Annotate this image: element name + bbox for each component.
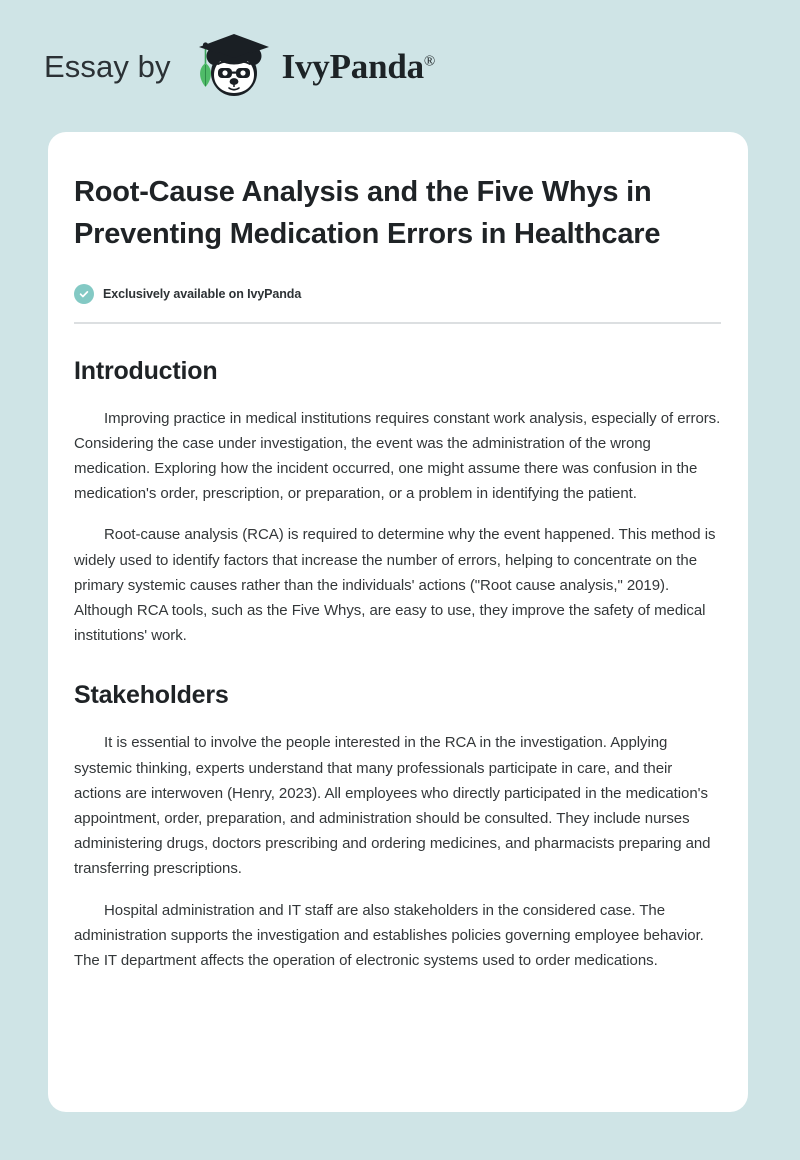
brand-name-text: IvyPanda	[281, 46, 424, 86]
header-divider	[74, 322, 721, 324]
paragraph: Hospital administration and IT staff are also stakeholders in the considered case. The administration supports the investigation and establishes policies governing employee behavior. The IT department affects the operation of electronic systems used to order medications.	[74, 901, 704, 969]
paragraph: It is essential to involve the people interested in the RCA in the investigation. Applying systemic thinking, experts understand that many professionals participate in care, and their actions are interwoven (Henry, 2023). All employees who directly participated in the medication's appointment, order, preparation, and administration should be consulted. They include nurses administering drugs, doctors prescribing and ordering medicines, and pharmacists preparing and transferring prescriptions.	[74, 734, 711, 878]
essay-card	[48, 132, 748, 1112]
registered-mark: ®	[423, 52, 436, 69]
paragraph: Root-cause analysis (RCA) is required to determine why the event happened. This method is widely used to identify factors that increase the number of errors, helping to concentrate on the primary systemic causes rather than the individuals' actions ("Root cause analysis," 2019). Although RCA tools, such as the Five Whys, are easy to use, they improve the safety of medical institutions' work.	[74, 526, 716, 645]
ivypanda-logo[interactable]	[185, 30, 436, 102]
section-heading-stakeholders: Stakeholders	[74, 681, 229, 710]
page-header	[0, 0, 800, 132]
check-circle-icon	[74, 284, 94, 304]
page-title: Root-Cause Analysis and the Five Whys in Preventing Medication Errors in Healthcare	[74, 176, 661, 250]
exclusive-availability-badge	[74, 284, 722, 304]
panda-graduate-icon	[185, 30, 273, 102]
paragraph: Improving practice in medical institutions requires constant work analysis, especially of errors. Considering the case under investigation, the event was the administration of the wrong medication. Exploring how the incident occurred, one might assume there was confusion in the medication's order, prescription, or preparation, or a problem in identifying the patient.	[74, 409, 721, 503]
essay-by-label: Essay by	[44, 48, 171, 84]
exclusive-badge-label: Exclusively available on IvyPanda	[103, 286, 302, 301]
section-heading-introduction: Introduction	[74, 356, 218, 385]
brand-lockup[interactable]	[44, 30, 435, 102]
essay-content	[74, 172, 722, 973]
brand-wordmark	[281, 46, 436, 86]
